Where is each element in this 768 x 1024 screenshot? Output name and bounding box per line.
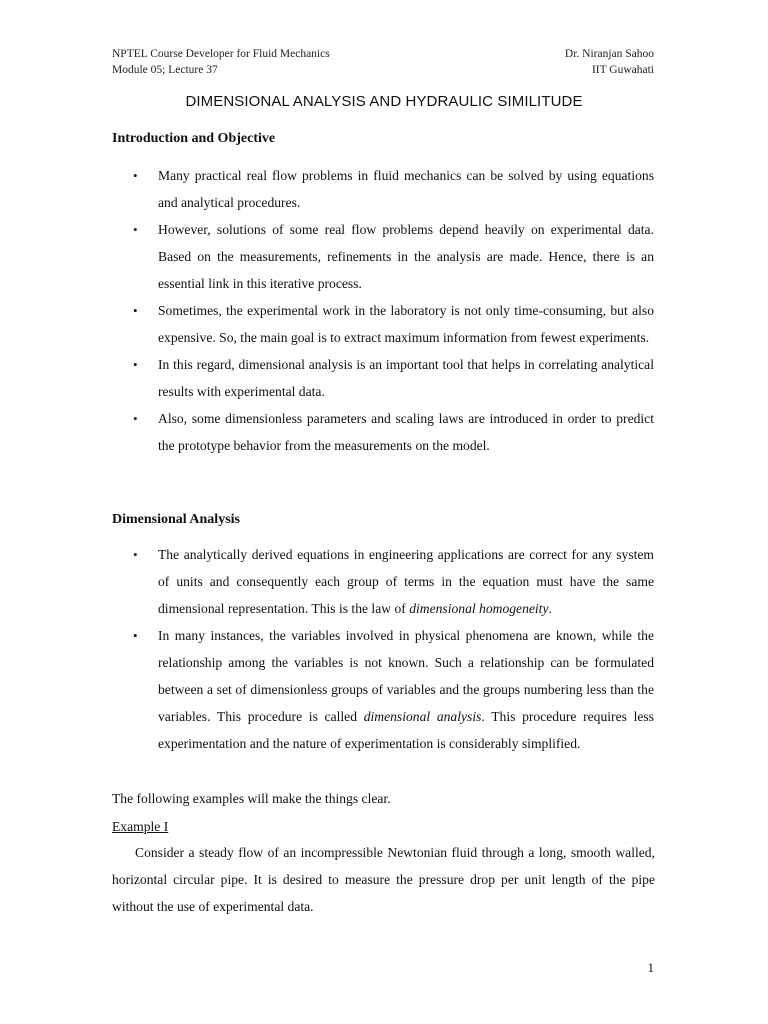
italic-term-dimensional-analysis: dimensional analysis: [363, 709, 482, 724]
bullet-icon: •: [133, 303, 138, 318]
italic-term-dimensional-homogeneity: dimensional homogeneity: [409, 601, 549, 616]
bullet-icon: •: [133, 547, 138, 562]
list-item-text-end: . This procedure requires less experimentation and the nature of experimentation is considerably simplified.: [158, 709, 654, 751]
list-item-text: In many instances, the variables involved in physical phenomena are known, while the relationship among the variables is not known. Such a relationship can be formulated between a set of dimensionless groups of variables and the groups numbering less than the variables. This procedure is called: [158, 628, 654, 724]
module-lecture-line: Module 05; Lecture 37: [112, 64, 218, 76]
list-item: [112, 297, 654, 351]
list-item: [112, 405, 654, 459]
introduction-bullet-list: [112, 162, 654, 459]
institute-name: IIT Guwahati: [591, 64, 654, 76]
header-right: [565, 46, 654, 78]
list-item: [112, 216, 654, 297]
bullet-icon: •: [133, 628, 138, 643]
list-item: [112, 351, 654, 405]
course-developer-line: NPTEL Course Developer for Fluid Mechanics: [112, 48, 330, 60]
examples-intro-paragraph: The following examples will make the things clear.: [112, 791, 391, 806]
list-item-text: Many practical real flow problems in fluid mechanics can be solved by using equations and analytical procedures.: [158, 168, 654, 210]
list-item: [112, 162, 654, 216]
document-title: DIMENSIONAL ANALYSIS AND HYDRAULIC SIMILITUDE: [185, 93, 583, 110]
bullet-icon: •: [133, 411, 138, 426]
example-body-paragraph: Consider a steady flow of an incompressible Newtonian fluid through a long, smooth walled, horizontal circular pipe. It is desired to measure the pressure drop per unit length of the pipe without the use of experimental data.: [112, 845, 655, 914]
dimensional-analysis-bullet-list: [112, 541, 654, 757]
list-item: [112, 622, 654, 757]
list-item-text: However, solutions of some real flow problems depend heavily on experimental data. Based on the measurements, refinements in the analysis are made. Hence, there is an essential link in this iterative process.: [158, 222, 654, 291]
bullet-icon: •: [133, 222, 138, 237]
section-heading-introduction: Introduction and Objective: [112, 131, 276, 146]
bullet-icon: •: [133, 168, 138, 183]
page-number: 1: [647, 960, 654, 975]
list-item: [112, 541, 654, 622]
section-heading-dimensional-analysis: Dimensional Analysis: [112, 512, 240, 527]
list-item-text-end: .: [548, 601, 552, 616]
header-left: [112, 46, 330, 78]
list-item-text: The analytically derived equations in engineering applications are correct for any system of units and consequently each group of terms in the equation must have the same dimensional representation. This is the law of: [158, 547, 654, 616]
bullet-icon: •: [133, 357, 138, 372]
example-heading: Example I: [112, 819, 169, 834]
author-name: Dr. Niranjan Sahoo: [564, 48, 654, 60]
list-item-text: In this regard, dimensional analysis is an important tool that helps in correlating analytical results with experimental data.: [158, 357, 654, 399]
list-item-text: Sometimes, the experimental work in the laboratory is not only time-consuming, but also expensive. So, the main goal is to extract maximum information from fewest experiments.: [158, 303, 654, 345]
list-item-text: Also, some dimensionless parameters and scaling laws are introduced in order to predict the prototype behavior from the measurements on the model.: [158, 411, 654, 453]
